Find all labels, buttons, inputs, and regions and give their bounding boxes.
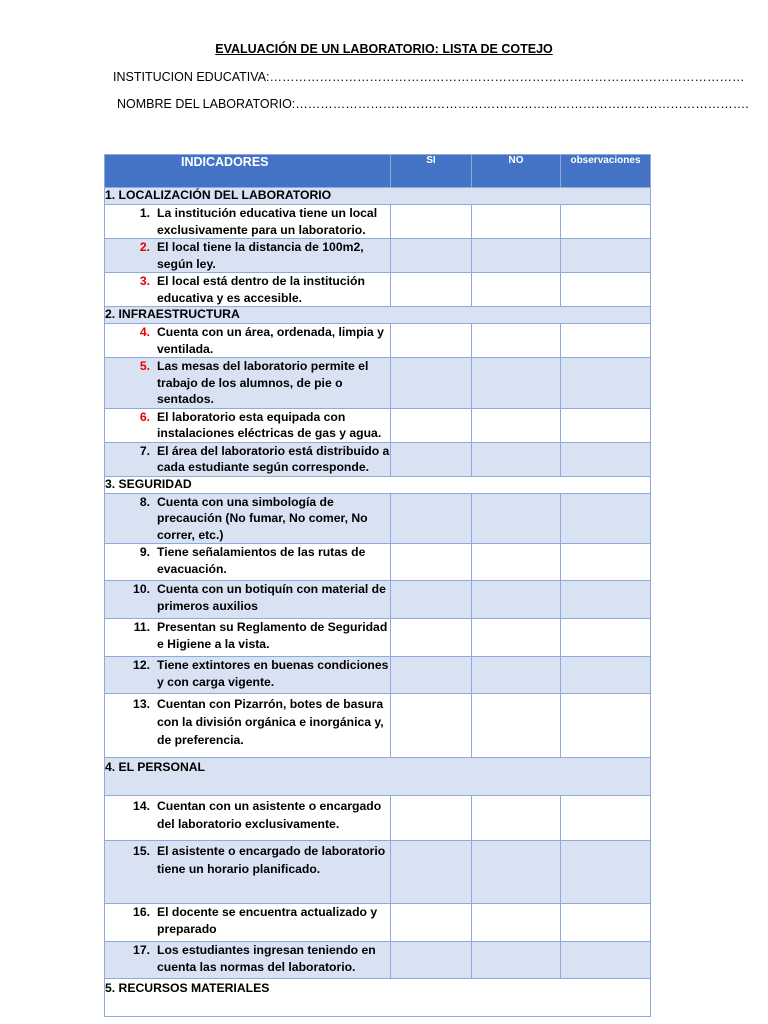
section-row-2 bbox=[105, 307, 651, 324]
section-row-5 bbox=[105, 979, 651, 1017]
no-cell[interactable] bbox=[472, 796, 561, 841]
item-text: Cuentan con un asistente o encargado del laboratorio exclusivamente. bbox=[157, 799, 382, 831]
section-row-3 bbox=[105, 476, 651, 493]
section-row-1 bbox=[105, 188, 651, 205]
table-row bbox=[105, 358, 651, 409]
observaciones-cell[interactable] bbox=[561, 273, 651, 307]
no-cell[interactable] bbox=[472, 544, 561, 581]
item-number: 12. bbox=[133, 658, 150, 672]
si-cell[interactable] bbox=[391, 581, 472, 619]
item-number: 15. bbox=[133, 844, 150, 858]
item-number: 5. bbox=[139, 359, 150, 373]
si-cell[interactable] bbox=[391, 657, 472, 694]
item-text: Los estudiantes ingresan teniendo en cuenta las normas del laboratorio. bbox=[157, 943, 376, 974]
header-indicadores: INDICADORES bbox=[105, 155, 391, 188]
table-row bbox=[105, 493, 651, 544]
no-cell[interactable] bbox=[472, 657, 561, 694]
item-text: El docente se encuentra actualizado y preparado bbox=[157, 905, 378, 936]
no-cell[interactable] bbox=[472, 942, 561, 979]
observaciones-cell[interactable] bbox=[561, 694, 651, 758]
institucion-field: INSTITUCION EDUCATIVA:…………………………………………………………………………………………………… bbox=[113, 70, 745, 84]
section-label: 2. INFRAESTRUCTURA bbox=[105, 307, 651, 324]
table-row bbox=[105, 657, 651, 694]
si-cell[interactable] bbox=[391, 942, 472, 979]
no-cell[interactable] bbox=[472, 841, 561, 904]
item-number: 8. bbox=[139, 494, 150, 509]
checklist-table bbox=[104, 154, 651, 1017]
table-row bbox=[105, 581, 651, 619]
si-cell[interactable] bbox=[391, 841, 472, 904]
no-cell[interactable] bbox=[472, 408, 561, 442]
table-row bbox=[105, 239, 651, 273]
item-text: Cuentan con Pizarrón, botes de basura con la división orgánica e inorgánica y, de preferencia. bbox=[157, 697, 384, 747]
si-cell[interactable] bbox=[391, 694, 472, 758]
item-number: 16. bbox=[133, 905, 150, 919]
observaciones-cell[interactable] bbox=[561, 942, 651, 979]
si-cell[interactable] bbox=[391, 239, 472, 273]
observaciones-cell[interactable] bbox=[561, 544, 651, 581]
item-text: Tiene señalamientos de las rutas de evacuación. bbox=[157, 545, 366, 576]
si-cell[interactable] bbox=[391, 442, 472, 476]
table-row bbox=[105, 273, 651, 307]
table-row bbox=[105, 942, 651, 979]
table-row bbox=[105, 324, 651, 358]
table-row bbox=[105, 544, 651, 581]
item-number: 4. bbox=[139, 325, 150, 339]
observaciones-cell[interactable] bbox=[561, 358, 651, 409]
item-text: Presentan su Reglamento de Seguridad e Higiene a la vista. bbox=[157, 620, 388, 651]
observaciones-cell[interactable] bbox=[561, 841, 651, 904]
item-text: Cuenta con un área, ordenada, limpia y ventilada. bbox=[157, 325, 384, 356]
item-text: Tiene extintores en buenas condiciones y con carga vigente. bbox=[157, 658, 389, 689]
item-text: Cuenta con un botiquín con material de primeros auxilios bbox=[157, 582, 386, 613]
item-number: 11. bbox=[133, 620, 150, 634]
no-cell[interactable] bbox=[472, 358, 561, 409]
no-cell[interactable] bbox=[472, 493, 561, 544]
table-row bbox=[105, 619, 651, 657]
no-cell[interactable] bbox=[472, 581, 561, 619]
item-number: 17. bbox=[133, 943, 150, 957]
section-label: 4. EL PERSONAL bbox=[105, 758, 651, 796]
item-text: Las mesas del laboratorio permite el trabajo de los alumnos, de pie o sentados. bbox=[157, 359, 369, 406]
section-row-4 bbox=[105, 758, 651, 796]
si-cell[interactable] bbox=[391, 493, 472, 544]
observaciones-cell[interactable] bbox=[561, 796, 651, 841]
observaciones-cell[interactable] bbox=[561, 442, 651, 476]
item-number: 2. bbox=[139, 240, 150, 254]
table-header-row bbox=[105, 155, 651, 188]
observaciones-cell[interactable] bbox=[561, 493, 651, 544]
item-number: 1. bbox=[139, 206, 150, 220]
table-row bbox=[105, 205, 651, 239]
si-cell[interactable] bbox=[391, 544, 472, 581]
no-cell[interactable] bbox=[472, 904, 561, 942]
table-row bbox=[105, 904, 651, 942]
item-text: El local tiene la distancia de 100m2, según ley. bbox=[157, 240, 364, 271]
header-si: SI bbox=[391, 155, 472, 188]
section-label: 1. LOCALIZACIÓN DEL LABORATORIO bbox=[105, 188, 651, 205]
document-title: EVALUACIÓN DE UN LABORATORIO: LISTA DE COTEJO bbox=[215, 42, 553, 56]
table-row bbox=[105, 694, 651, 758]
item-text: El asistente o encargado de laboratorio tiene un horario planificado. bbox=[157, 844, 386, 876]
observaciones-cell[interactable] bbox=[561, 205, 651, 239]
item-text: Cuenta con una simbología de precaución (No fumar, No comer, No correr, etc.) bbox=[157, 494, 368, 542]
item-text: La institución educativa tiene un local exclusivamente para un laboratorio. bbox=[157, 206, 378, 237]
observaciones-cell[interactable] bbox=[561, 239, 651, 273]
si-cell[interactable] bbox=[391, 273, 472, 307]
item-number: 14. bbox=[133, 799, 150, 813]
no-cell[interactable] bbox=[472, 442, 561, 476]
observaciones-cell[interactable] bbox=[561, 657, 651, 694]
item-text: El laboratorio esta equipada con instalaciones eléctricas de gas y agua. bbox=[157, 409, 382, 440]
observaciones-cell[interactable] bbox=[561, 408, 651, 442]
no-cell[interactable] bbox=[472, 205, 561, 239]
observaciones-cell[interactable] bbox=[561, 904, 651, 942]
table-row bbox=[105, 408, 651, 442]
si-cell[interactable] bbox=[391, 408, 472, 442]
no-cell[interactable] bbox=[472, 324, 561, 358]
no-cell[interactable] bbox=[472, 619, 561, 657]
header-no: NO bbox=[472, 155, 561, 188]
table-row bbox=[105, 442, 651, 476]
nombre-laboratorio-field: NOMBRE DEL LABORATORIO:………………………………………………………………………………………………. bbox=[117, 97, 749, 111]
section-label: 5. RECURSOS MATERIALES bbox=[105, 979, 651, 1017]
si-cell[interactable] bbox=[391, 619, 472, 657]
table-row bbox=[105, 796, 651, 841]
section-label: 3. SEGURIDAD bbox=[105, 476, 651, 493]
item-text: El área del laboratorio está distribuido a cada estudiante según corresponde. bbox=[157, 443, 390, 474]
item-text: El local está dentro de la institución educativa y es accesible. bbox=[157, 274, 365, 305]
no-cell[interactable] bbox=[472, 239, 561, 273]
no-cell[interactable] bbox=[472, 273, 561, 307]
si-cell[interactable] bbox=[391, 904, 472, 942]
si-cell[interactable] bbox=[391, 324, 472, 358]
item-number: 3. bbox=[139, 274, 150, 288]
table-row bbox=[105, 841, 651, 904]
item-number: 6. bbox=[139, 409, 150, 424]
si-cell[interactable] bbox=[391, 796, 472, 841]
si-cell[interactable] bbox=[391, 205, 472, 239]
observaciones-cell[interactable] bbox=[561, 324, 651, 358]
no-cell[interactable] bbox=[472, 694, 561, 758]
observaciones-cell[interactable] bbox=[561, 619, 651, 657]
item-number: 10. bbox=[133, 582, 150, 596]
si-cell[interactable] bbox=[391, 358, 472, 409]
item-number: 9. bbox=[139, 545, 150, 559]
observaciones-cell[interactable] bbox=[561, 581, 651, 619]
header-observaciones: observaciones bbox=[561, 155, 651, 188]
item-number: 13. bbox=[133, 697, 150, 711]
item-number: 7. bbox=[139, 443, 150, 458]
